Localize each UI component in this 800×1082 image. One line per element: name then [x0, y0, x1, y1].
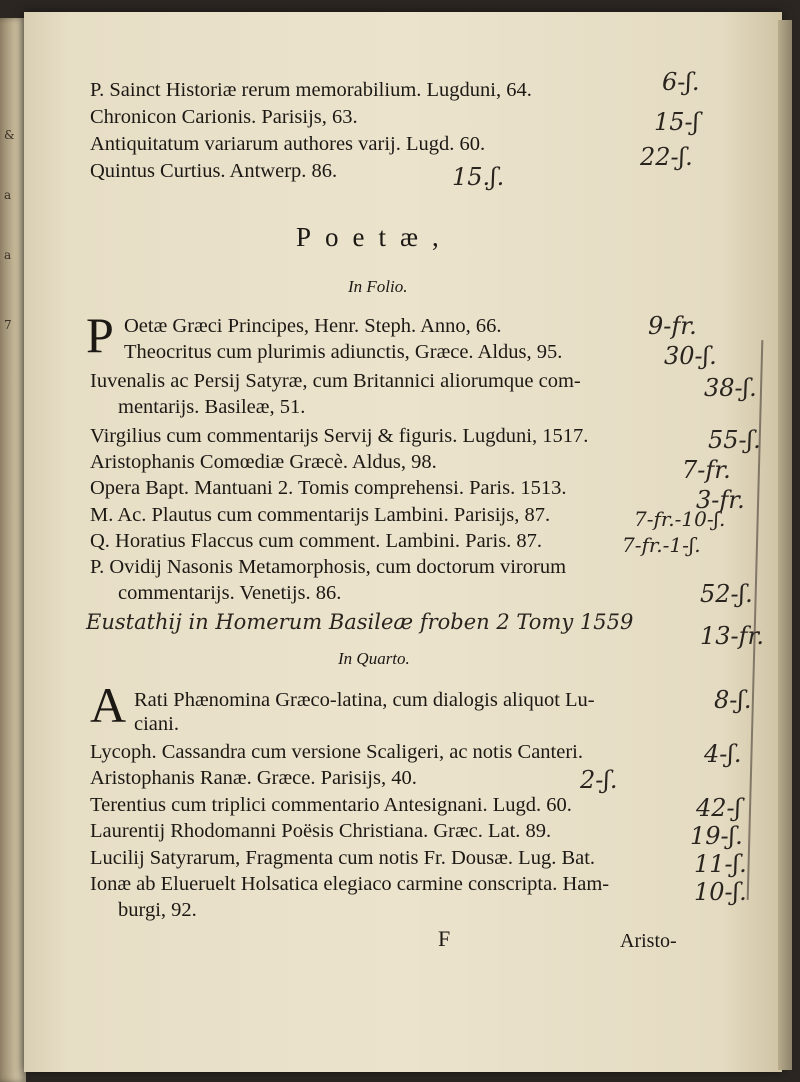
- margin-mark: a: [4, 248, 12, 262]
- handwritten-price: 4-ʃ.: [704, 740, 742, 768]
- folio-entry: P. Ovidij Nasonis Metamorphosis, cum doctorum virorum: [90, 556, 567, 578]
- folio-heading: In Folio.: [348, 277, 408, 296]
- quarto-entry: burgi, 92.: [118, 899, 197, 921]
- folio-entry: M. Ac. Plautus cum commentarijs Lambini. Parisijs, 87.: [90, 504, 551, 526]
- folio-entry: Aristophanis Comœdiæ Græcè. Aldus, 98.: [90, 451, 437, 473]
- quarto-heading: In Quarto.: [338, 649, 410, 668]
- handwritten-price: 10-ʃ.: [694, 878, 747, 906]
- handwritten-price: 52-ʃ.: [700, 580, 753, 608]
- folio-entry: commentarijs. Venetijs. 86.: [118, 582, 342, 604]
- folio-entry: Oetæ Græci Principes, Henr. Steph. Anno, 66.: [124, 315, 502, 337]
- history-entry: Antiquitatum variarum authores varij. Lugd. 60.: [90, 133, 486, 155]
- folio-entry: Iuvenalis ac Persij Satyræ, cum Britannici aliorumque com-: [90, 370, 581, 392]
- quarto-entry: Aristophanis Ranæ. Græce. Parisijs, 40.: [90, 767, 417, 789]
- quarto-entry: Ionæ ab Elueruelt Holsatica elegiaco carmine conscripta. Ham-: [90, 873, 610, 895]
- handwritten-price: 30-ʃ.: [664, 342, 717, 370]
- folio-entry: Opera Bapt. Mantuani 2. Tomis comprehensi. Paris. 1513.: [90, 477, 567, 499]
- quarto-entry: Laurentij Rhodomanni Poësis Christiana. Græc. Lat. 89.: [90, 820, 552, 842]
- folio-entry: Q. Horatius Flaccus cum comment. Lambini. Paris. 87.: [90, 530, 543, 552]
- folio-entry: mentarijs. Basileæ, 51.: [118, 396, 306, 418]
- folio-dropcap: P: [86, 307, 114, 363]
- handwritten-price: 6-ʃ.: [662, 68, 700, 96]
- section-title: Poetæ,: [296, 222, 453, 252]
- handwritten-price: 55-ʃ.: [708, 426, 761, 454]
- history-entry: Chronicon Carionis. Parisijs, 63.: [90, 106, 358, 128]
- quarto-entry: Lucilij Satyrarum, Fragmenta cum notis Fr. Dousæ. Lug. Bat.: [90, 847, 596, 869]
- quarto-entry: Lycoph. Cassandra cum versione Scaligeri, ac notis Canteri.: [90, 741, 584, 763]
- handwritten-price: 13-fr.: [700, 622, 764, 650]
- folio-entry: Theocritus cum plurimis adiunctis, Græce. Aldus, 95.: [124, 341, 563, 363]
- handwritten-price: 7-fr.: [682, 456, 731, 484]
- handwritten-price: 22-ʃ.: [640, 143, 693, 171]
- handwritten-price: 15-ʃ: [654, 108, 700, 136]
- catchword: Aristo-: [620, 930, 677, 952]
- handwritten-price: 11-ʃ.: [694, 850, 747, 878]
- quarto-entry: Terentius cum triplici commentario Antesignani. Lugd. 60.: [90, 794, 572, 816]
- quarto-entry: Rati Phænomina Græco-latina, cum dialogis aliquot Lu-: [134, 689, 595, 711]
- quarto-entry: ciani.: [134, 713, 179, 735]
- handwritten-price: 3-fr.: [696, 486, 745, 514]
- handwritten-price: 42-ʃ: [696, 794, 742, 822]
- margin-mark: a: [4, 188, 12, 202]
- handwritten-price: 15.ʃ.: [452, 163, 505, 191]
- handwritten-price: 7-fr.-1-ʃ.: [622, 533, 701, 557]
- signature-mark: F: [438, 926, 451, 951]
- handwritten-price: 9-fr.: [648, 312, 697, 340]
- handwritten-price: 8-ʃ.: [714, 686, 752, 714]
- handwritten-price: 38-ʃ.: [704, 374, 757, 402]
- history-entry: P. Sainct Historiæ rerum memorabilium. Lugduni, 64.: [90, 79, 532, 101]
- facing-page-edge: [0, 18, 26, 1082]
- handwritten-price: 19-ʃ.: [690, 822, 743, 850]
- handwritten-price: 2-ʃ.: [580, 766, 618, 794]
- folio-entry: Virgilius cum commentarijs Servij & figuris. Lugduni, 1517.: [90, 425, 589, 447]
- history-entry: Quintus Curtius. Antwerp. 86.: [90, 160, 338, 182]
- margin-mark: &: [4, 128, 15, 142]
- page-edge: [778, 20, 792, 1070]
- margin-mark: 7: [4, 318, 12, 332]
- quarto-dropcap: A: [90, 677, 127, 733]
- handwritten-price: 7-fr.-10-ʃ.: [634, 507, 726, 531]
- handwritten-entry: Eustathij in Homerum Basileæ froben 2 Tomy 1559: [86, 610, 634, 634]
